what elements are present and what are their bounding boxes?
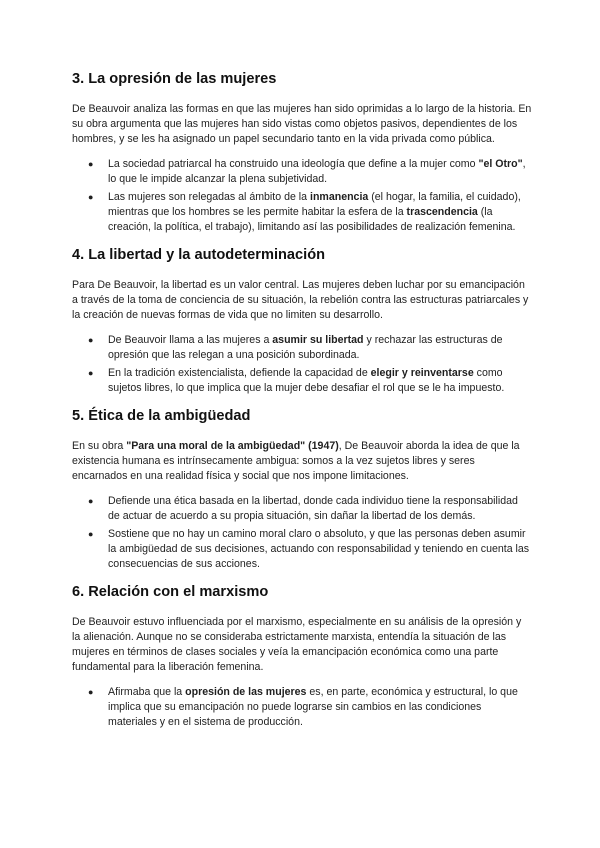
- text-run: Afirmaba que la: [108, 686, 186, 698]
- bullet-list: [72, 333, 532, 396]
- text-run: (la creación, la política, el trabajo), limitando así las posibilidades de realización femenina.: [108, 206, 516, 233]
- text-run: es, en parte, económica y estructural, lo que implica que su emancipación no puede lograrse sin cambios en las condiciones materiales y en el sistema de producción.: [108, 686, 518, 728]
- document-page: [72, 70, 532, 741]
- bold-text: asumir su libertad: [272, 334, 364, 346]
- bold-text: trascendencia: [406, 206, 478, 218]
- section: [72, 246, 532, 396]
- section: [72, 583, 532, 730]
- text-run: Sostiene que no hay un camino moral claro o absoluto, y que las personas deben asumir la ambigüedad de sus decisiones, actuando con responsabilidad y teniendo en cuenta las consecuencias de sus acciones.: [108, 528, 530, 570]
- list-item: [72, 494, 532, 524]
- bold-text: inmanencia: [310, 191, 369, 203]
- bullet-icon: ●: [88, 335, 94, 345]
- text-run: En su obra: [72, 440, 127, 452]
- bullet-icon: ●: [88, 529, 94, 539]
- bold-text: "Para una moral de la ambigüedad" (1947): [126, 440, 339, 452]
- bullet-list: [72, 685, 532, 730]
- section-paragraph: Para De Beauvoir, la libertad es un valor central. Las mujeres deben luchar por su emancipación a través de la toma de conciencia de su situación, la rebelión contra las estructuras patriarcales y la creación de nuevas formas de vida que no limiten su desarrollo.: [72, 279, 529, 321]
- section-heading: 6. Relación con el marxismo: [72, 584, 269, 600]
- text-run: (el hogar, la familia, el cuidado), mientras que los hombres se les permite habitar la esfera de la: [108, 191, 521, 218]
- text-run: La sociedad patriarcal ha construido una ideología que define a la mujer como: [108, 158, 479, 170]
- bullet-icon: ●: [88, 496, 94, 506]
- text-run: y rechazar las estructuras de opresión que las relegan a una posición subordinada.: [108, 334, 503, 361]
- section-heading: 3. La opresión de las mujeres: [72, 71, 277, 87]
- section-paragraph: [72, 439, 532, 484]
- list-item: [72, 190, 532, 235]
- bullet-icon: ●: [88, 159, 94, 169]
- text-run: Las mujeres son relegadas al ámbito de la: [108, 191, 310, 203]
- bullet-list: [72, 494, 532, 572]
- list-item: [72, 333, 532, 363]
- list-item: [72, 366, 532, 396]
- section-paragraph: De Beauvoir estuvo influenciada por el marxismo, especialmente en su análisis de la opresión y la alienación. Aunque no se consideraba estrictamente marxista, entendía la situación de las mujeres en términos de clases sociales y veía la emancipación económica como una parte fundamental para la liberación femenina.: [72, 616, 522, 673]
- bullet-icon: ●: [88, 687, 94, 697]
- text-run: En la tradición existencialista, defiende la capacidad de: [108, 367, 371, 379]
- section-paragraph: De Beauvoir analiza las formas en que las mujeres han sido oprimidas a lo largo de la historia. En su obra argumenta que las mujeres han sido vistas como objetos pasivos, dependientes de los hombres, y se les ha asignado un papel secundario tanto en la vida privada como pública.: [72, 103, 532, 145]
- bold-text: elegir y reinventarse: [370, 367, 474, 379]
- bullet-icon: ●: [88, 368, 94, 378]
- bullet-icon: ●: [88, 192, 94, 202]
- section: [72, 407, 532, 572]
- bullet-list: [72, 157, 532, 235]
- list-item: [72, 685, 532, 730]
- bold-text: "el Otro": [478, 158, 523, 170]
- section: [72, 70, 532, 235]
- section-heading: 5. Ética de la ambigüedad: [72, 408, 251, 424]
- text-run: Defiende una ética basada en la libertad, donde cada individuo tiene la responsabilidad de actuar de acuerdo a su propia situación, sin dañar la libertad de los demás.: [108, 495, 518, 522]
- list-item: [72, 157, 532, 187]
- text-run: como sujetos libres, lo que implica que la mujer debe desafiar el rol que se le ha impuesto.: [108, 367, 505, 394]
- section-heading: 4. La libertad y la autodeterminación: [72, 247, 326, 263]
- text-run: , lo que le impide alcanzar la plena subjetividad.: [108, 158, 526, 185]
- text-run: , De Beauvoir aborda la idea de que la existencia humana es intrínsecamente ambigua: somos a la vez sujetos libres y seres encarnados en una realidad física y social que nos impone limitaciones.: [72, 440, 520, 482]
- list-item: [72, 527, 532, 572]
- bold-text: opresión de las mujeres: [185, 686, 307, 698]
- text-run: De Beauvoir llama a las mujeres a: [108, 334, 273, 346]
